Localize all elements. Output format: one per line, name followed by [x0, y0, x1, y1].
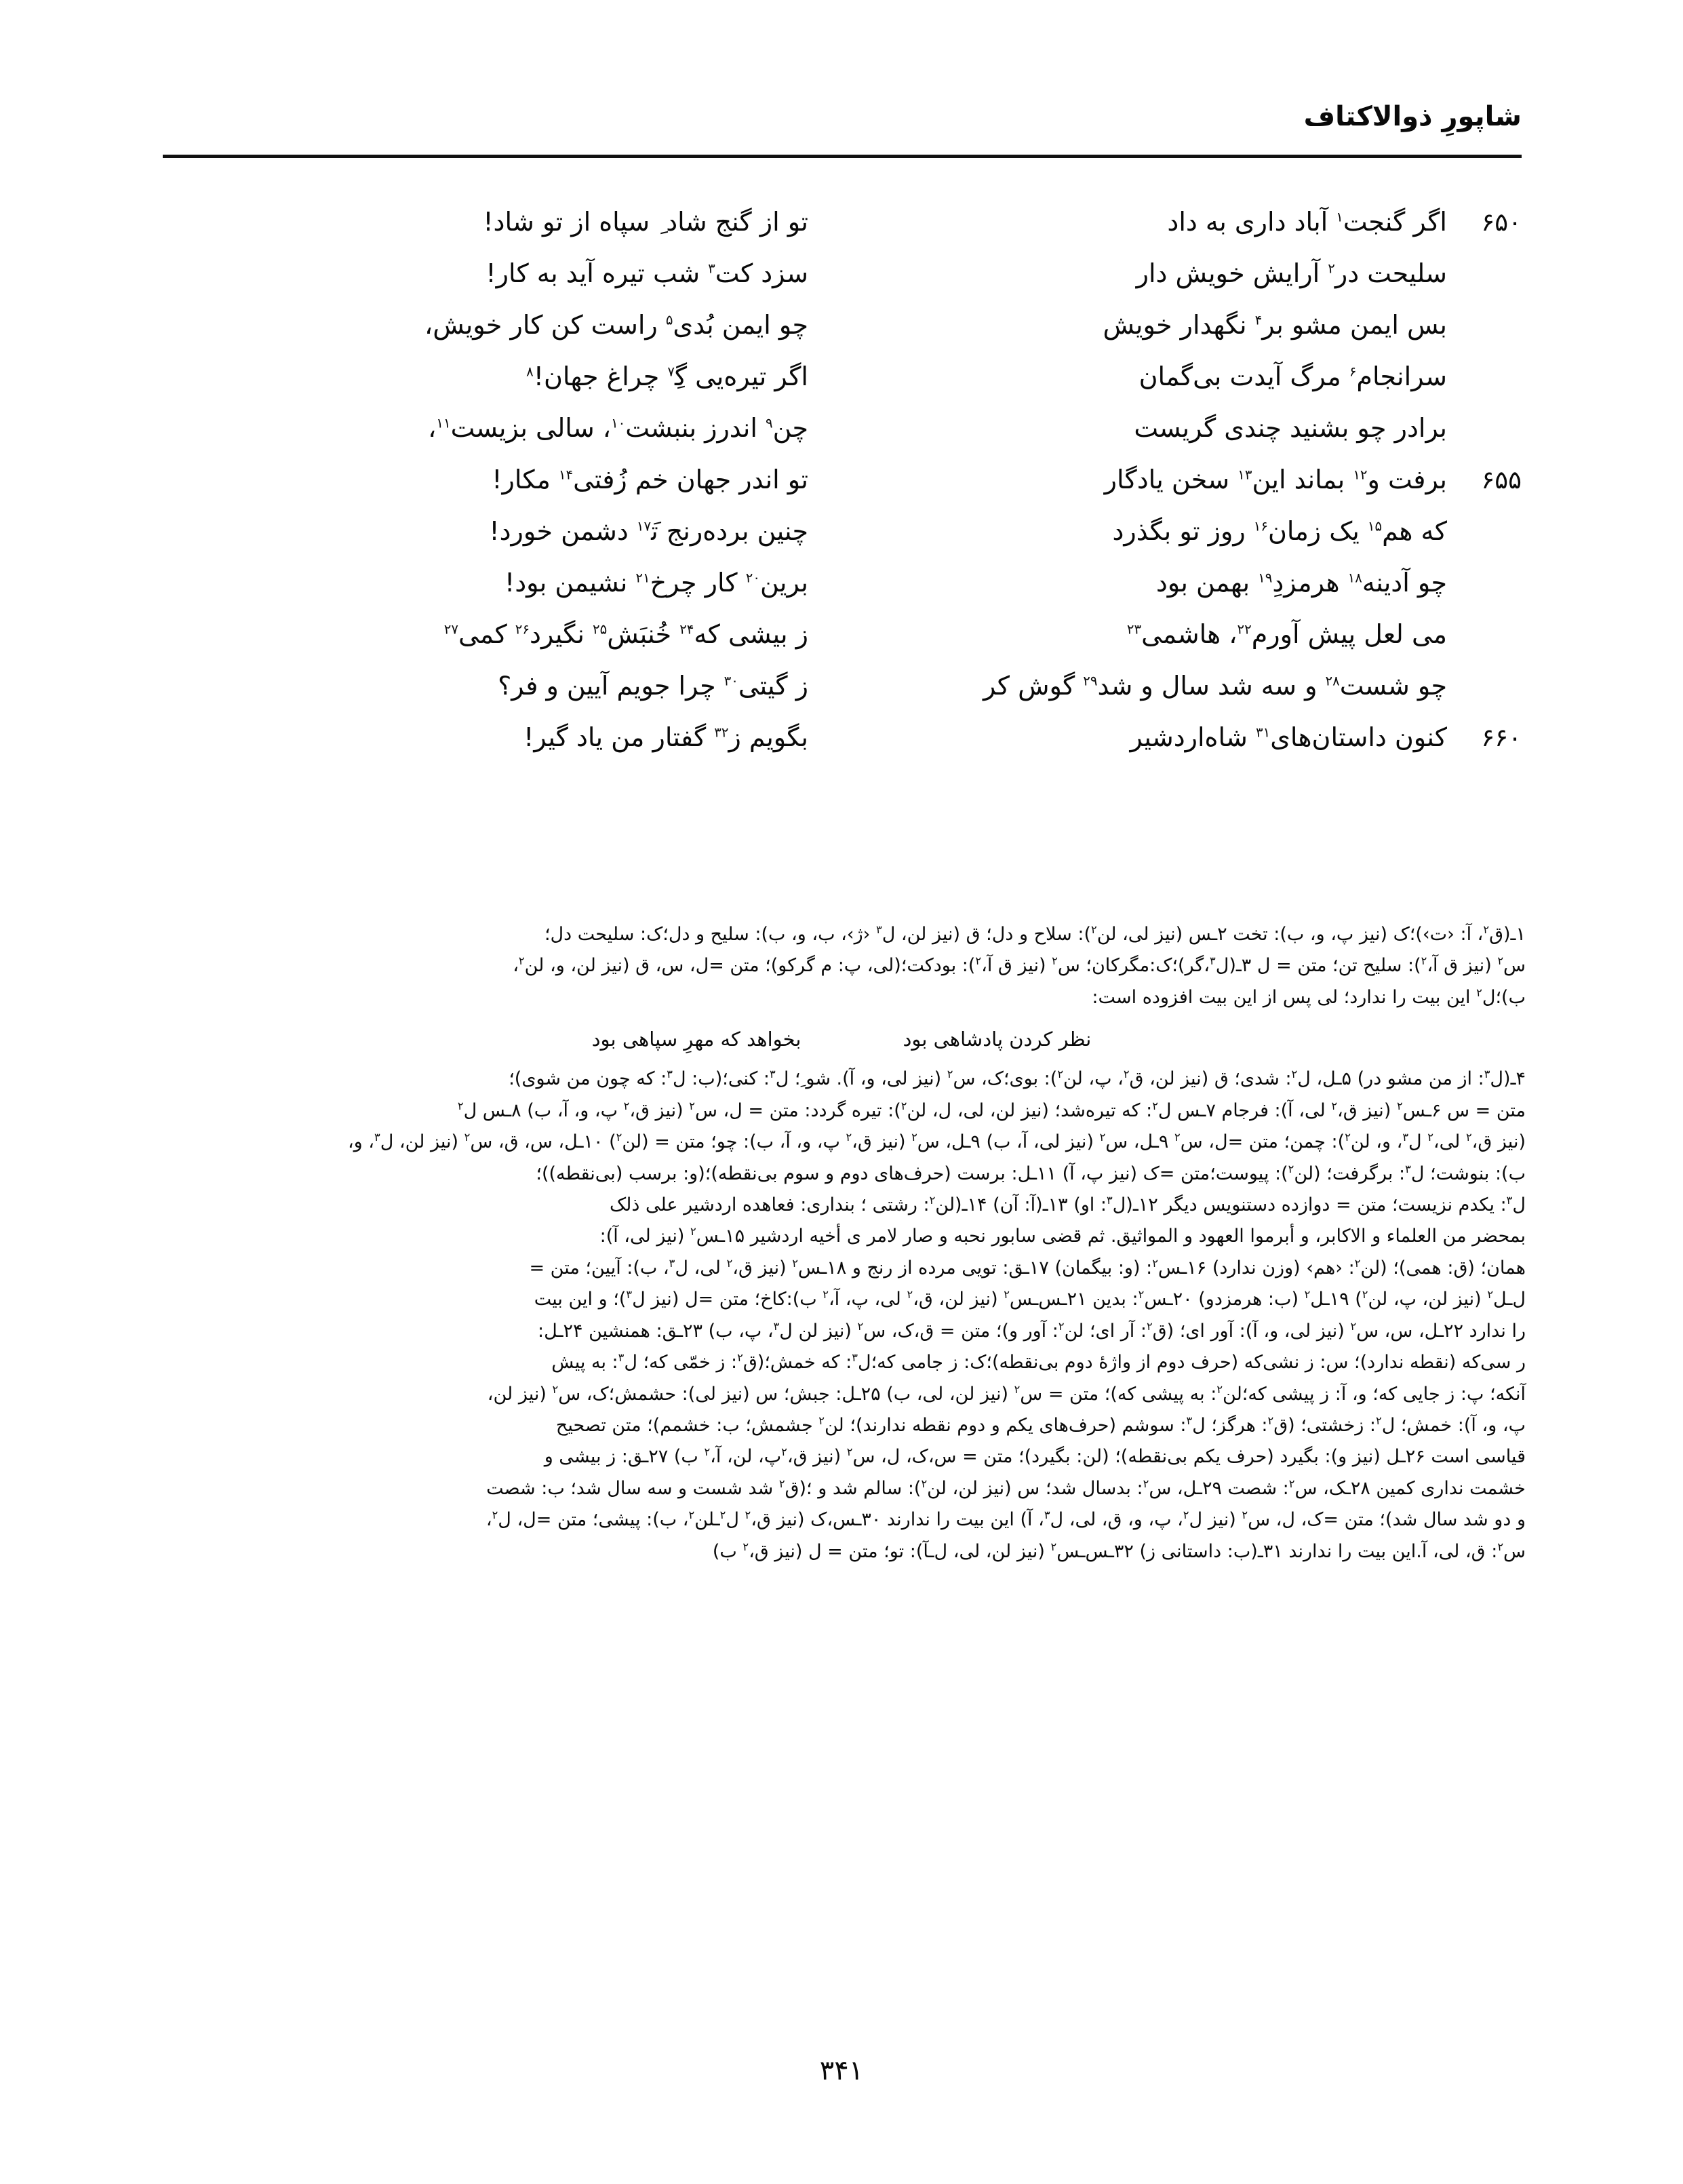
verse-line	[161, 358, 1522, 410]
critical-apparatus	[157, 919, 1526, 1567]
verse-number: ۶۶۰	[1481, 723, 1522, 752]
apparatus-line: قیاسی است ۲۶ـل (نیز و): بگیرد (حرف یکم بی‌نقطه)؛ (لن: بگیرد)؛ متن = س،ک، ل، س$^۲$ (نیز ق،$^۲$پ، لن، آ،$^۲$ ب) ۲۷ـق: ز بیشی و	[544, 1445, 1526, 1468]
folio-page-number: ۳۴۱	[819, 2055, 864, 2086]
hemistich-first: کنون داستان‌های$^{۳۱}$ شاه‌اردشیر	[1130, 722, 1447, 752]
apparatus-line: ل‌ـل$^۲$ (نیز لن، پ، لن$^۲$) ۱۹ـل$^۲$ (ب: هرمزدو) ۲۰ـس$^۲$: بدین ۲۱ـس‌ـس$^۲$ (نیز لن، ق،$^۲$ لی، پ، آ،$^۲$ ب):کاخ؛ متن =ل (نیز ل$^۳$)؛ و این بیت	[534, 1288, 1526, 1310]
verse-line	[161, 255, 1522, 307]
apparatus-line: ب): بنوشت؛ ل$^۳$: برگرفت؛ (لن$^۲$): پیوست؛متن =ک (نیز پ، آ) ۱۱ـل: برست (حرف‌های دوم و سوم بی‌نقطه)؛(و: برسب (بی‌نقطه))؛	[536, 1162, 1526, 1184]
verse-number	[1457, 513, 1522, 517]
running-head-area	[161, 102, 1522, 163]
hemistich-first: اگر گنجت$^۱$ آباد داری به داد	[1167, 207, 1447, 237]
hemistich-second: ز بیشی که$^{۲۴}$ خُنبَش$^{۲۵}$ نگیرد$^{۲۶}$ کمی$^{۲۷}$	[443, 619, 808, 649]
verse-line	[161, 307, 1522, 358]
hemistich-first: چو آدینه$^{۱۸}$ هرمزدِ$^{۱۹}$ بهمن بود	[1155, 568, 1447, 598]
verse-number	[1457, 358, 1522, 362]
apparatus-line: بمحضر من العلماء و الاکابر، و أبرموا العهود و المواثیق. ثم قضی سابور نحبه و صار لامر ی أخیه اردشیر ۱۵ـس$^۲$ (نیز لی، آ):	[599, 1225, 1526, 1247]
verse-line	[161, 616, 1522, 667]
verse-number	[1457, 307, 1522, 311]
hemistich-second: چو ایمن بُدی$^۵$ راست کن کار خویش،	[424, 310, 808, 340]
hemistich-first: بس ایمن مشو بر$^۴$ نگهدار خویش	[1103, 310, 1447, 340]
hemistich-second: برین$^{۲۰}$ کار چرخ$^{۲۱}$ نشیمن بود!	[504, 568, 808, 598]
verse-line	[161, 667, 1522, 719]
verse-line	[161, 410, 1522, 461]
apparatus-line: ۴ـ(ل$^۳$: از من مشو در) ۵ـل، ل$^۲$: شدی؛ ق (نیز لن، ق$^۲$، پ، لن$^۲$): بوی؛ک، س$^۲$ (نیز لی، و، آ). شو ِ؛ ل$^۳$: کنی؛(ب: ل$^۳$: که چون من شوی)؛	[509, 1068, 1526, 1090]
apparatus-inserted-verse	[157, 1023, 1526, 1057]
hemistich-second: تو اندر جهان خم زُفتی$^{۱۴}$ مکار!	[492, 465, 808, 494]
hemistich-second: سزد کت$^۳$ شب تیره آید به کار!	[486, 258, 808, 288]
hemistich-second: بگویم ز$^{۳۲}$ گفتار من یاد گیر!	[523, 722, 808, 752]
verse-line	[161, 719, 1522, 771]
inserted-hemistich-second: بخواهد که مهرِ سپاهی بود	[591, 1028, 801, 1051]
apparatus-line: متن = س ۶ـس$^۲$ (نیز ق،$^۲$ لی، آ): فرجام ۷ـس ل$^۲$: که تیره‌شد؛ (نیز لن، لی، ل، لن$^۲$): تیره گردد: متن = ل، س$^۲$ (نیز ق،$^۲$ پ، و، آ، ب) ۸ـس ل$^۲$	[457, 1099, 1526, 1121]
apparatus-line: و دو شد سال شد)؛ متن =ک، ل، س$^۲$ (نیز ل$^۲$، پ، و، ق، لی، ل$^۳$، آ) این بیت را ندارند ۳۰ـس،ک (نیز ق،$^۲$ ل$^۲$ـلن$^۲$، ب): پیشی؛ متن =ل، ل$^۲$،	[486, 1508, 1526, 1531]
apparatus-line: همان؛ (ق: همی)؛ (لن$^۲$: ‹هم› (وزن ندارد) ۱۶ـس$^۲$: (و: بیگمان) ۱۷ـق: تویی مرده از رنج و ۱۸ـس$^۲$ (نیز ق،$^۲$ لی، ل$^۳$، ب): آیین؛ متن =	[529, 1256, 1526, 1279]
hemistich-second: چنین برده‌رنج ت‍َ$^{۱۷}$ دشمن خورد!	[489, 516, 808, 546]
hemistich-second: اگر تیره‌یی گ‍ِ$^۷$ چراغ جهان!$^۸$	[526, 362, 808, 391]
hemistich-first: که هم$^{۱۵}$ یک زمان$^{۱۶}$ روز تو بگذرد	[1112, 516, 1447, 546]
apparatus-line: ر سی‌که (نقطه ندارد)؛ س: ز نشی‌که (حرف دوم از واژهٔ دوم بی‌نقطه)؛ک: ز جامی که؛ل$^۳$: که خمش؛(ق$^۲$: ز خمّی که؛ ل$^۳$: به پیش	[551, 1351, 1526, 1373]
inserted-hemistich-first: نظر کردن پادشاهی بود	[903, 1028, 1092, 1051]
hemistich-second: تو از گنج شاد ِ سپاه از تو شاد!	[483, 207, 808, 237]
hemistich-first: سرانجام$^۶$ مرگ آیدت بی‌گمان	[1138, 362, 1447, 391]
apparatus-line: را ندارد ۲۲ـل، س، س$^۲$ (نیز لی، و، آ): آور ای؛ (ق$^۲$: آر ای؛ لن$^۲$: آور و)؛ متن = ق،ک، س$^۲$ (نیز لن ل$^۳$، پ، ب) ۲۳ـق: همنشین ۲۴ـل:	[538, 1319, 1526, 1342]
apparatus-line: پ، و، آ): خمش؛ ل$^۲$: زخشتی؛ (ق$^۲$: هرگز؛ ل$^۳$: سوشم (حرف‌های یکم و دوم نقطه ندارند)؛ لن$^۲$ جشمش؛ ب: خشمم)؛ متن تصحیح	[555, 1414, 1526, 1436]
apparatus-line: (نیز ق،$^۲$ لی،$^۲$ ل$^۳$، و، لن$^۲$): چمن؛ متن =ل، س$^۲$ ۹ـل، س$^۲$ (نیز لی، آ، ب) ۹ـل، س$^۲$ (نیز ق،$^۲$ پ، و، آ، ب): چو؛ متن = (لن$^۲$) ۱۰ـل، س، ق، س$^۲$ (نیز لن، ل$^۳$، و،	[347, 1131, 1526, 1153]
verse-number	[1457, 410, 1522, 414]
apparatus-line: خشمت نداری کمین ۲۸ـک، س$^۲$: شصت ۲۹ـل، س$^۲$: بدسال شد؛ س (نیز لن، لن$^۲$): سالم شد و ؛(ق$^۲$ شد شست و سه سال شد؛ ب: شصت	[486, 1477, 1526, 1499]
verse-number: ۶۵۰	[1481, 208, 1522, 237]
verse-number	[1457, 255, 1522, 259]
verse-line	[161, 513, 1522, 564]
apparatus-line: ۱ـ(ق$^۲$، آ: ‹ت›)؛ک (نیز پ، و، ب): تخت ۲ـس (نیز لی، لن$^۲$): سلاح و دل؛ ق (نیز لن، ل$^۳$ ‹ژ›، ب، و، ب): سلیح و دل؛ک: سلیحت دل؛	[544, 923, 1526, 945]
verse-line	[161, 203, 1522, 255]
apparatus-line: ل$^۳$: یکدم نزیست؛ متن = دوازده دستنویس دیگر ۱۲ـ(ل$^۳$: او) ۱۳ـ(آ: آن) ۱۴ـ(لن$^۲$: رشتی ؛ بنداری: فعاهده اردشیر علی ذلک	[609, 1193, 1526, 1215]
verse-line	[161, 564, 1522, 616]
hemistich-first: می لعل پیش آورم$^{۲۲}$، هاشمی$^{۲۳}$	[1126, 619, 1447, 649]
apparatus-line: س$^۲$: ق، لی، آ.این بیت را ندارند ۳۱ـ(ب: داستانی ز) ۳۲ـس‌ـس$^۲$ (نیز لن، لی، ل‌ـآ): تو؛ متن = ل (نیز ق،$^۲$ ب)	[712, 1540, 1526, 1562]
verse-number: ۶۵۵	[1481, 465, 1522, 494]
verse-number	[1457, 616, 1522, 620]
running-head-title: شاپورِ ذوالاکتاف	[1303, 101, 1522, 132]
hemistich-first: برادر چو بشنید چندی گریست	[1134, 413, 1447, 443]
apparatus-line: س$^۲$ (نیز ق آ،$^۲$): سلیح تن؛ متن = ل ۳ـ(ل$^۳$،گر)؛ک:مگرکان؛ س$^۲$ (نیز ق آ،$^۲$): بودکت؛(لی، پ: م گرکو)؛ متن =ل، س، ق (نیز لن، و، لن$^۲$،	[513, 954, 1526, 977]
verse-number	[1457, 667, 1522, 671]
verse-line	[161, 461, 1522, 513]
hemistich-second: ز گیتی$^{۳۰}$ چرا جویم آیین و فر؟	[498, 671, 808, 701]
apparatus-line: آنکه؛ پ: ز جایی که؛ و، آ: ز پیشی که؛لن$^۲$: به پیشی که)؛ متن = س$^۲$ (نیز لن، لی، ب) ۲۵ـل: جبش؛ س (نیز لی): حشمش؛ک، س$^۲$ (نیز لن،	[487, 1382, 1526, 1405]
hemistich-first: سلیحت در$^۲$ آرایش خویش دار	[1136, 258, 1447, 288]
hemistich-first: چو شست$^{۲۸}$ و سه شد سال و شد$^{۲۹}$ گوش کر	[983, 671, 1447, 701]
header-divider-rule	[163, 155, 1522, 158]
apparatus-line: ب)؛ل$^۲$ این بیت را ندارد؛ لی پس از این بیت افزوده است:	[1092, 986, 1526, 1008]
verse-block	[161, 203, 1522, 771]
hemistich-first: برفت و$^{۱۲}$ بماند این$^{۱۳}$ سخن یادگار	[1104, 465, 1447, 494]
verse-number	[1457, 564, 1522, 568]
hemistich-second: چن$^۹$ اندرز بنبشت$^{۱۰}$، سالی بزیست$^{۱۱}$،	[428, 413, 808, 443]
